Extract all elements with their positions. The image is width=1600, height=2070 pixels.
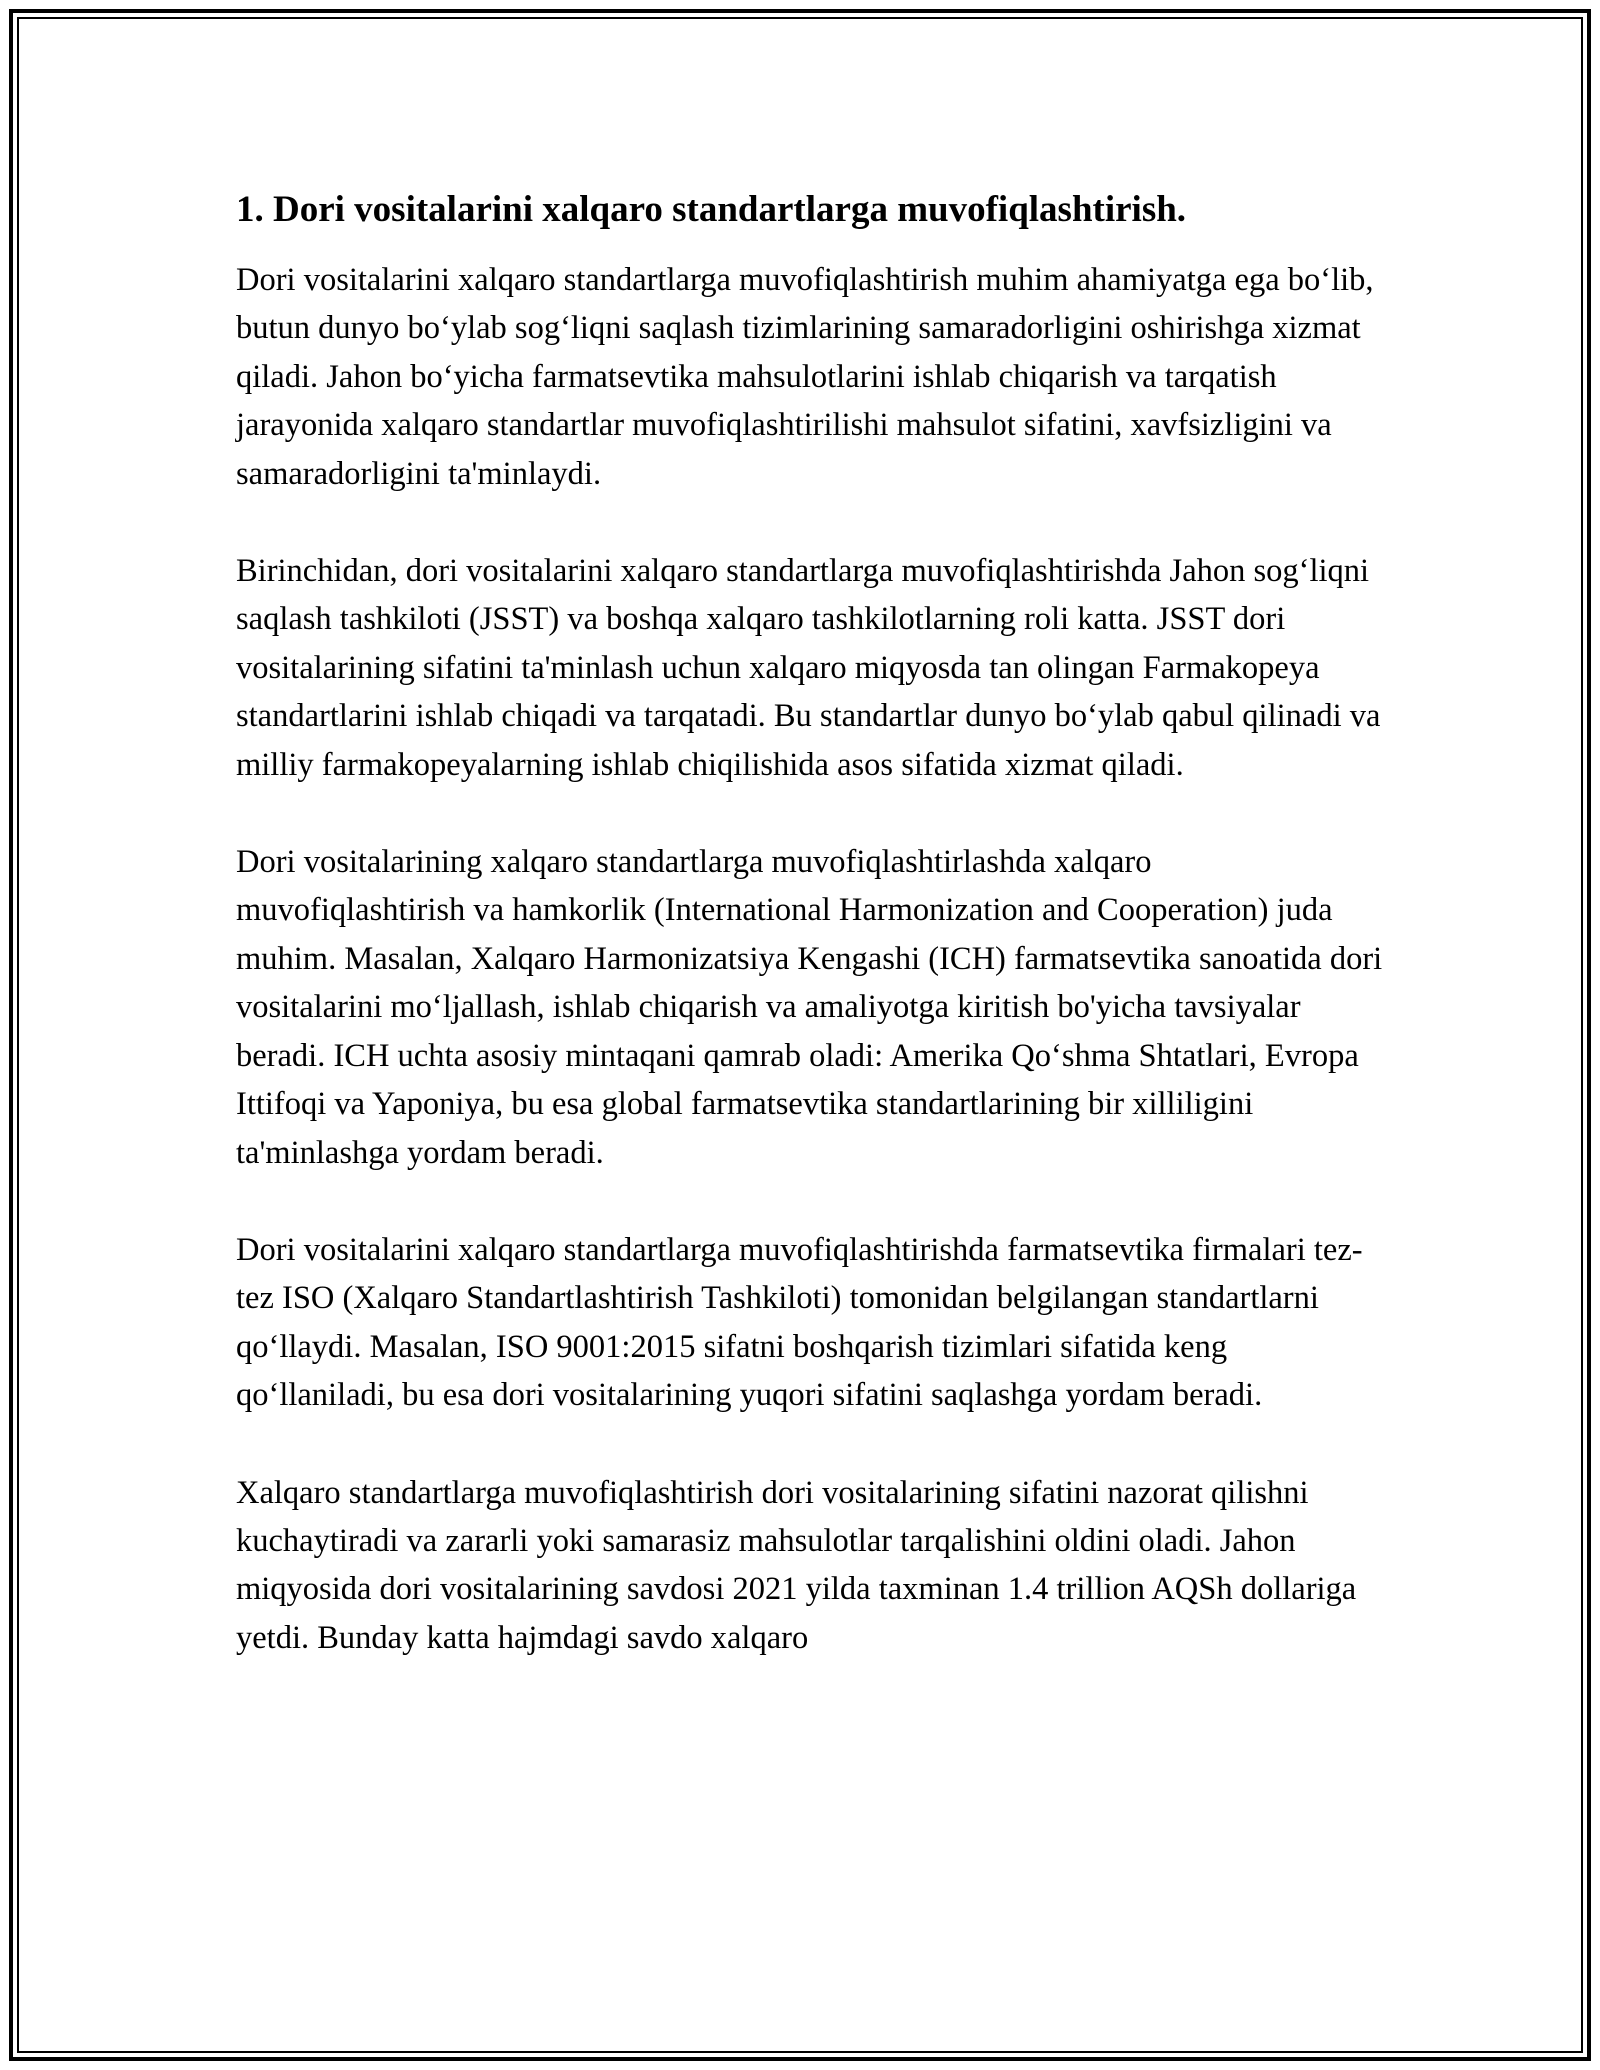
paragraph-5: Xalqaro standartlarga muvofiqlashtirish dori vositalarining sifatini nazorat qilishni kuchaytiradi va zararli yoki samarasiz mahsulotlar tarqalishini oldini oladi. Jahon miqyosida dori vositalarining savdosi 2021 yilda taxminan 1.4 trillion AQSh dollariga yetdi. Bunday katta hajmdagi savdo xalqaro	[236, 1474, 1357, 1656]
paragraph-2: Birinchidan, dori vositalarini xalqaro standartlarga muvofiqlashtirishda Jahon sog‘liqni saqlash tashkiloti (JSST) va boshqa xalqaro tashkilotlarning roli katta. JSST dori vositalarining sifatini ta'minlash uchun xalqaro miqyosda tan olingan Farmakopeya standartlarini ishlab chiqadi va tarqatadi. Bu standartlar dunyo bo‘ylab qabul qilinadi va milliy farmakopeyalarning ishlab chiqilishida asos sifatida xizmat qiladi.	[236, 553, 1381, 783]
paragraph-1: Dori vositalarini xalqaro standartlarga muvofiqlashtirish muhim ahamiyatga ega bo‘lib, butun dunyo bo‘ylab sog‘liqni saqlash tizimlarining samaradorligini oshirishga xizmat qiladi. Jahon bo‘yicha farmatsevtika mahsulotlarini ishlab chiqarish va tarqatish jarayonida xalqaro standartlar muvofiqlashtirilishi mahsulot sifatini, xavfsizligini va samaradorligini ta'minlaydi.	[236, 262, 1374, 492]
section-heading: 1. Dori vositalarini xalqaro standartlarga muvofiqlashtirish.	[236, 189, 1187, 230]
paragraph-3: Dori vositalarining xalqaro standartlarga muvofiqlashtirlashda xalqaro muvofiqlashtirish va hamkorlik (International Harmonization and Cooperation) juda muhim. Masalan, Xalqaro Harmonizatsiya Kengashi (ICH) farmatsevtika sanoatida dori vositalarini mo‘ljallash, ishlab chiqarish va amaliyotga kiritish bo'yicha tavsiyalar beradi. ICH uchta asosiy mintaqani qamrab oladi: Amerika Qo‘shma Shtatlari, Evropa Ittifoqi va Yaponiya, bu esa global farmatsevtika standartlarining bir xilliligini ta'minlashga yordam beradi.	[236, 844, 1383, 1171]
paragraph-4: Dori vositalarini xalqaro standartlarga muvofiqlashtirishda farmatsevtika firmalari tez-tez ISO (Xalqaro Standartlashtirish Tashkiloti) tomonidan belgilangan standartlarni qo‘llaydi. Masalan, ISO 9001:2015 sifatni boshqarish tizimlari sifatida keng qo‘llaniladi, bu esa dori vositalarining yuqori sifatini saqlashga yordam beradi.	[236, 1231, 1363, 1414]
document-body	[236, 186, 1386, 1662]
